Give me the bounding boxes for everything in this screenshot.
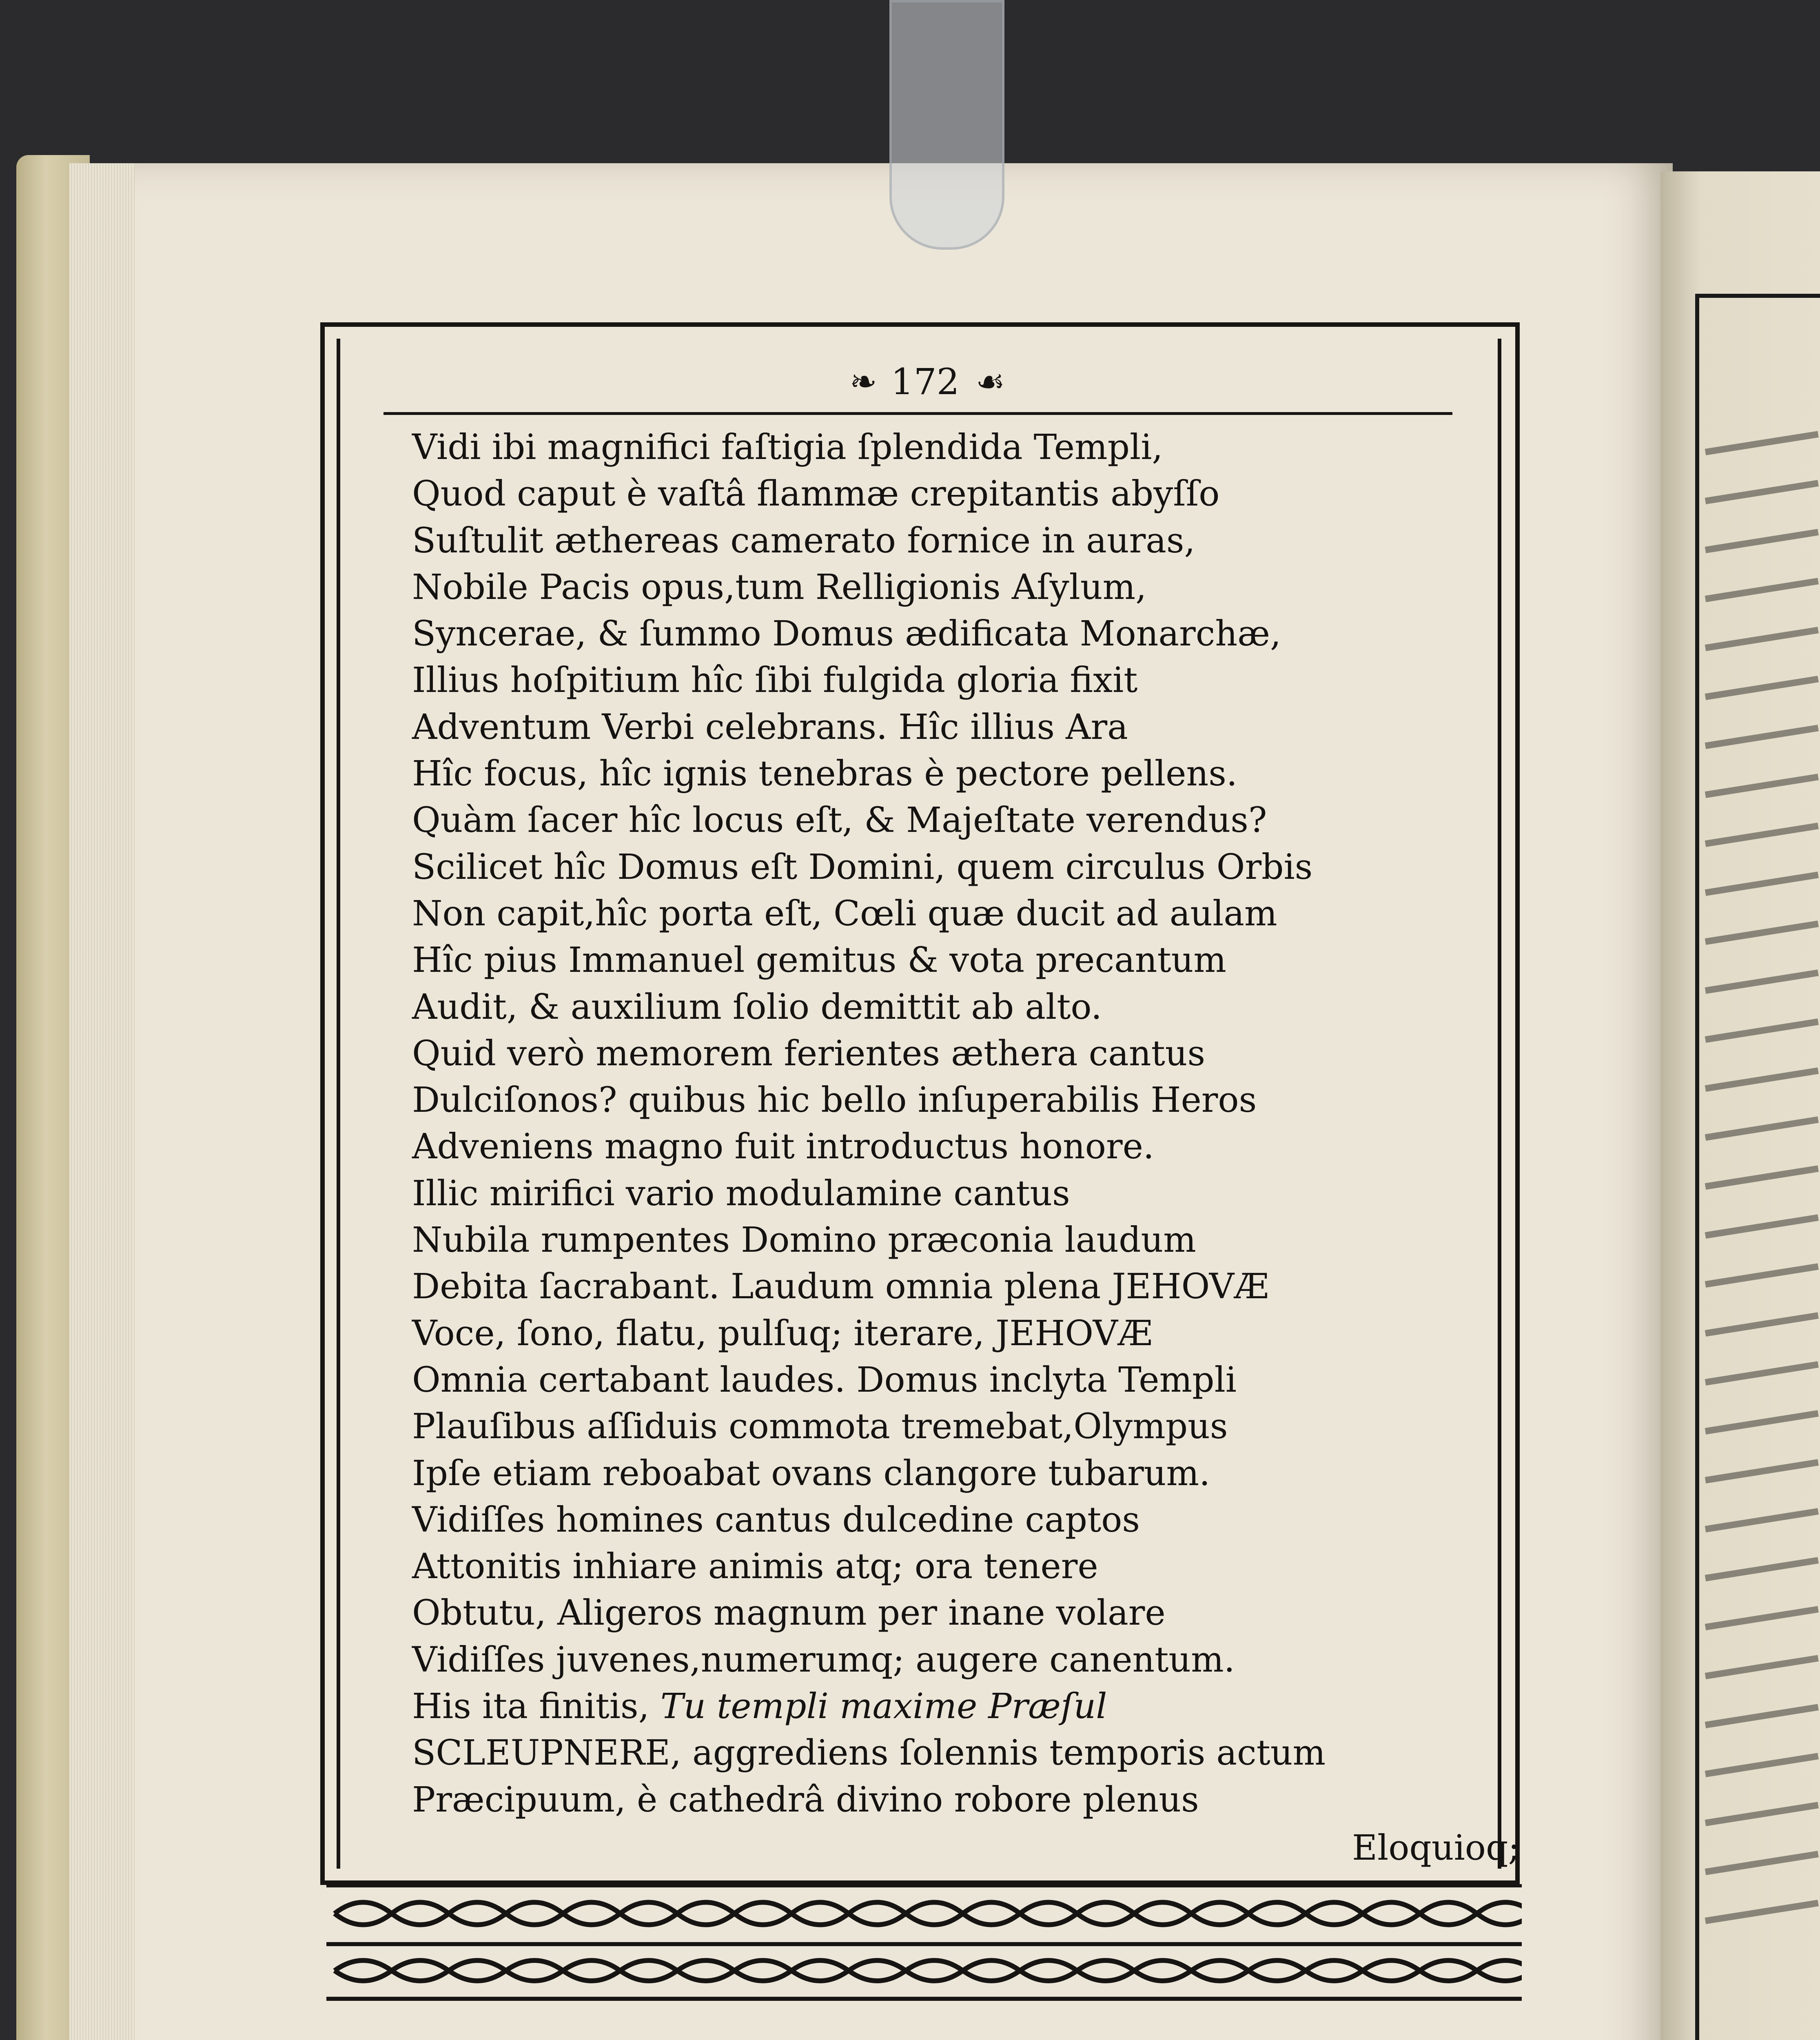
verse-line: Quod caput è vaſtâ flammæ crepitantis abyſſo — [412, 474, 1220, 514]
verse-line: Plauſibus aſſiduis commota tremebat,Olympus — [412, 1406, 1228, 1447]
verse-line: Voce, ſono, flatu, pulſuq; iterare, JEHOVÆ — [412, 1313, 1153, 1354]
running-head — [796, 355, 1057, 408]
verse-line: Præcipuum, è cathedrâ divino robore plenus — [412, 1779, 1199, 1820]
fleuron-right-icon: ☙ — [975, 362, 1003, 401]
verse-line: Nobile Pacis opus,tum Relligionis Aſylum, — [412, 567, 1147, 608]
verse-line: Hîc pius Immanuel gemitus & vota precantum — [412, 940, 1227, 981]
verse-line: Quàm ſacer hîc locus eſt, & Majeſtate verendus? — [412, 800, 1267, 841]
book-clip-top — [889, 0, 1004, 250]
verse-line: Vidi ibi magnifici faſtigia ſplendida Templi, — [412, 427, 1163, 468]
verse-line: Illius hoſpitium hîc ſibi fulgida gloria fixit — [412, 660, 1138, 701]
fleuron-left-icon: ❧ — [849, 362, 875, 401]
verse-line: Omnia certabant laudes. Domus inclyta Templi — [412, 1359, 1237, 1400]
verse-line: Adveniens magno fuit introductus honore. — [412, 1126, 1154, 1167]
verse-line: Adventum Verbi celebrans. Hîc illius Ara — [412, 707, 1128, 747]
verse-line: Suſtulit æthereas camerato fornice in auras, — [412, 520, 1195, 561]
verse-line: Quid verò memorem ferientes æthera cantus — [412, 1033, 1206, 1074]
verse-line: Debita ſacrabant. Laudum omnia plena JEHOVÆ — [412, 1266, 1269, 1307]
verse-line: Illic mirifici vario modulamine cantus — [412, 1173, 1070, 1214]
verse-line: Obtutu, Aligeros magnum per inane volare — [412, 1593, 1166, 1634]
verse-line-italic: Tu templi maxime Præſul — [660, 1686, 1107, 1727]
verse-text-block — [412, 424, 1359, 1823]
ornament-chain-upper — [335, 1903, 1522, 1925]
verse-line: Dulciſonos? quibus hic bello inſuperabilis Heros — [412, 1080, 1257, 1121]
verse-line — [412, 1683, 1359, 1730]
verse-line: Vidiſſes juvenes,numerumq; augere canentum. — [412, 1639, 1235, 1680]
right-page-partial — [1660, 171, 1820, 2040]
ornament-chain-lower — [335, 1960, 1522, 1981]
verse-line: Syncerae, & ſummo Domus ædificata Monarchæ, — [412, 614, 1281, 654]
ornamental-border-band — [326, 1881, 1522, 2003]
verse-line: Non capit,hîc porta eſt, Cœli quæ ducit ad aulam — [412, 893, 1277, 934]
verse-line-roman: His ita finitis, — [412, 1686, 650, 1727]
catchword: Eloquioq; — [1352, 1828, 1520, 1868]
page-number: 172 — [891, 360, 960, 403]
verse-line: SCLEUPNERE, aggrediens ſolennis temporis actum — [412, 1733, 1326, 1774]
verse-line: Attonitis inhiare animis atq; ora tenere — [412, 1546, 1098, 1587]
verse-line: Scilicet hîc Domus eſt Domini, quem circulus Orbis — [412, 847, 1313, 887]
verse-line: Nubila rumpentes Domino præconia laudum — [412, 1220, 1196, 1261]
verse-line: Ipſe etiam reboabat ovans clangore tubarum. — [412, 1453, 1210, 1494]
verse-line: Vidiſſes homines cantus dulcedine captos — [412, 1499, 1140, 1540]
verse-line: Audit, & auxilium ſolio demittit ab alto. — [412, 987, 1102, 1027]
header-rule — [384, 412, 1452, 415]
right-page-frame — [1695, 294, 1820, 2040]
verse-line: Hîc focus, hîc ignis tenebras è pectore pellens. — [412, 754, 1237, 794]
